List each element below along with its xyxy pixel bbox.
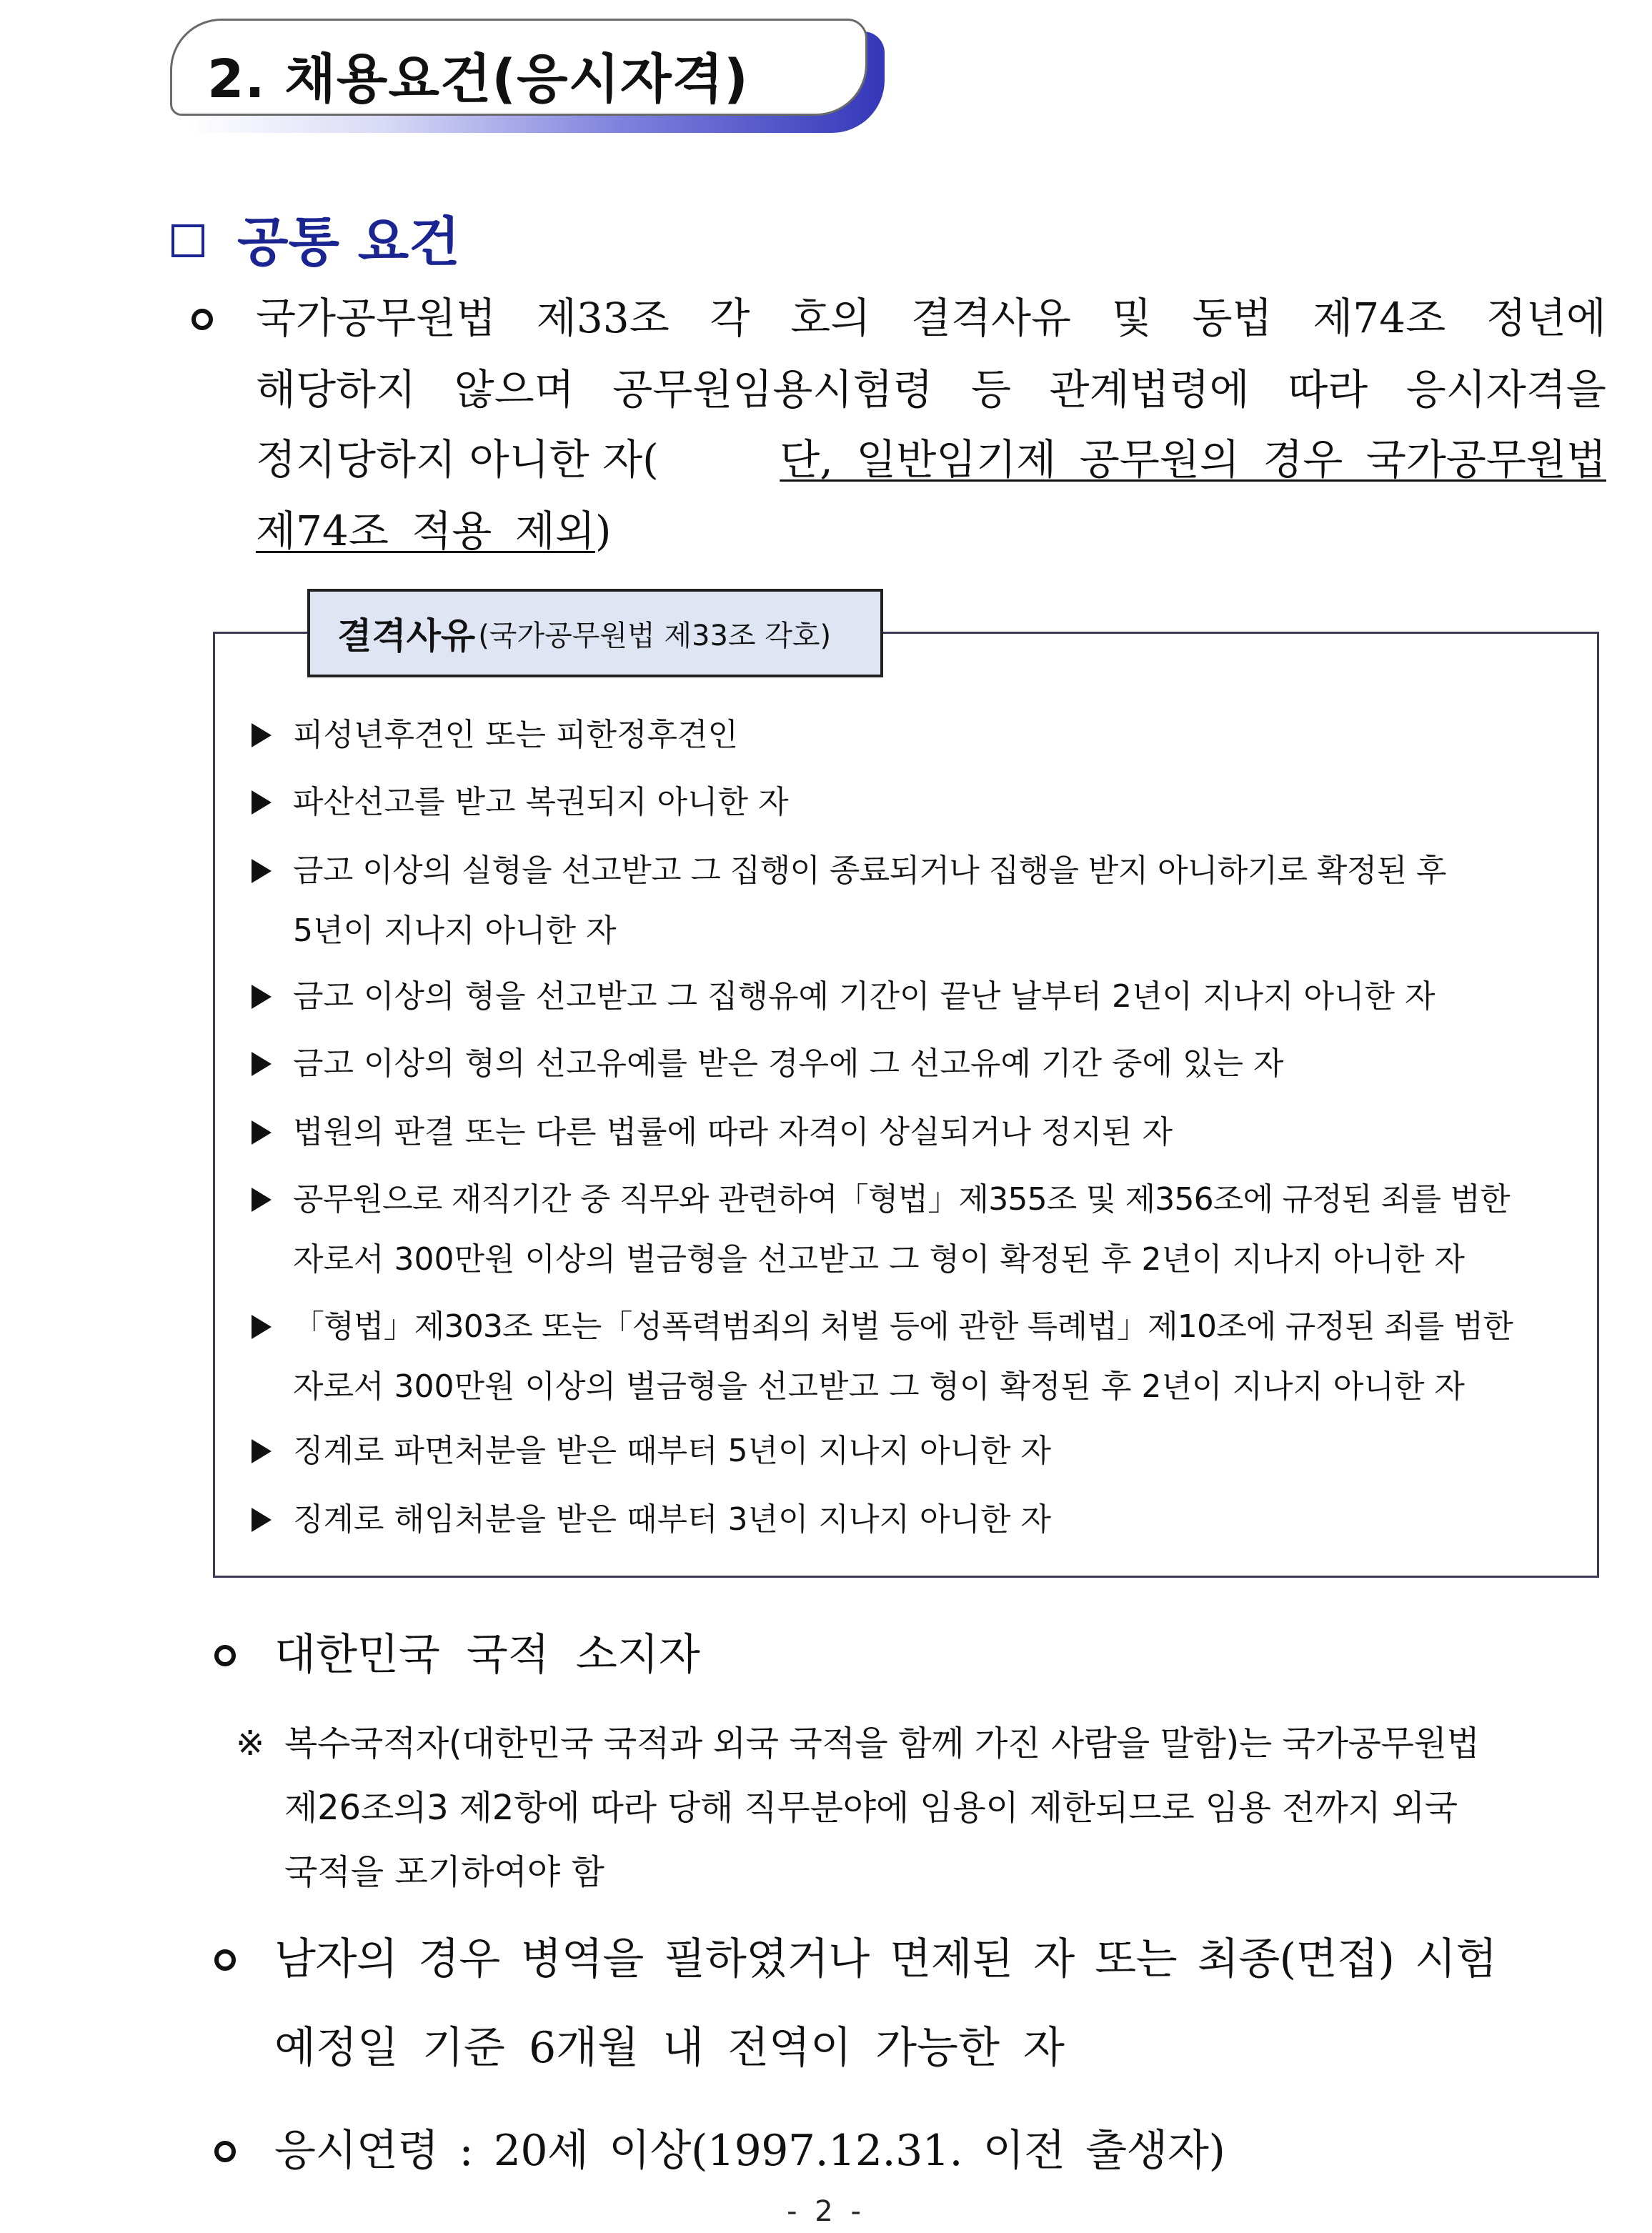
triangle-bullet-icon	[252, 790, 272, 815]
circle-bullet-icon	[214, 2141, 236, 2162]
circle-bullet-icon	[214, 1949, 236, 1971]
triangle-bullet-icon	[252, 985, 272, 1009]
military-requirement-line-1: 남자의 경우 병역을 필하였거나 면제된 자 또는 최종(면접) 시험	[274, 1934, 1497, 1984]
age-requirement: 응시연령 : 20세 이상(1997.12.31. 이전 출생자)	[274, 2126, 1225, 2176]
page-number: - 2 -	[787, 2195, 865, 2228]
exception-underlined-text: 단, 일반임기제 공무원의 경우 국가공무원법	[780, 435, 1606, 484]
triangle-bullet-icon	[252, 1052, 272, 1076]
section-title: 2. 채용요건(응시자격)	[207, 49, 749, 110]
square-bullet-icon	[171, 224, 204, 257]
circle-bullet-icon	[191, 309, 213, 330]
list-item: 「형법」제303조 또는「성폭력범죄의 처벌 등에 관한 특례법」제10조에 규정된 죄를 범한	[293, 1308, 1513, 1345]
circle-bullet-icon	[214, 1645, 236, 1666]
triangle-bullet-icon	[252, 1439, 272, 1463]
list-item-continuation: 자로서 300만원 이상의 벌금형을 선고받고 그 형이 확정된 후 2년이 지나지 아니한 자	[293, 1368, 1465, 1405]
note-line-2: 제26조의3 제2항에 따라 당해 직무분야에 임용이 제한되므로 임용 전까지 외국	[284, 1788, 1458, 1828]
list-item: 징계로 파면처분을 받은 때부터 5년이 지나지 아니한 자	[293, 1433, 1051, 1469]
subsection-title: 공통 요건	[237, 212, 460, 273]
paragraph-line-2: 해당하지 않으며 공무원임용시험령 등 관계법령에 따라 응시자격을	[256, 365, 1606, 414]
list-item: 징계로 해임처분을 받은 때부터 3년이 지나지 아니한 자	[293, 1501, 1051, 1538]
list-item: 법원의 판결 또는 다른 법률에 따라 자격이 상실되거나 정지된 자	[293, 1114, 1173, 1150]
triangle-bullet-icon	[252, 1315, 272, 1339]
triangle-bullet-icon	[252, 859, 272, 883]
paragraph-line-3: 정지당하지 아니한 자( 단, 일반임기제 공무원의 경우 국가공무원법	[256, 435, 1606, 484]
list-item: 금고 이상의 형의 선고유예를 받은 경우에 그 선고유예 기간 중에 있는 자	[293, 1045, 1284, 1082]
triangle-bullet-icon	[252, 1508, 272, 1532]
note-line-1: 복수국적자(대한민국 국적과 외국 국적을 함께 가진 사람을 말함)는 국가공무원법	[284, 1724, 1480, 1764]
triangle-bullet-icon	[252, 1188, 272, 1212]
nationality-requirement: 대한민국 국적 소지자	[274, 1630, 700, 1680]
list-item: 공무원으로 재직기간 중 직무와 관련하여「형법」제355조 및 제356조에 규정된 죄를 범한	[293, 1181, 1510, 1218]
list-item: 금고 이상의 실형을 선고받고 그 집행이 종료되거나 집행을 받지 아니하기로 확정된 후	[293, 852, 1446, 889]
reference-mark: ※	[236, 1724, 265, 1764]
military-requirement-line-2: 예정일 기준 6개월 내 전역이 가능한 자	[274, 2023, 1065, 2073]
triangle-bullet-icon	[252, 1120, 272, 1145]
list-item: 피성년후견인 또는 피한정후견인	[293, 717, 739, 753]
paragraph-line-4: 제74조 적용 제외)	[256, 507, 612, 555]
list-item-continuation: 5년이 지나지 아니한 자	[293, 912, 617, 949]
list-item: 금고 이상의 형을 선고받고 그 집행유예 기간이 끝난 날부터 2년이 지나지 아니한 자	[293, 978, 1435, 1015]
paragraph-line-1: 국가공무원법 제33조 각 호의 결격사유 및 동법 제74조 정년에	[256, 294, 1606, 342]
list-item: 파산선고를 받고 복권되지 아니한 자	[293, 784, 789, 820]
triangle-bullet-icon	[252, 723, 272, 747]
note-line-3: 국적을 포기하여야 함	[284, 1852, 604, 1892]
disqualification-box-label: 결격사유 (국가공무원법 제33조 각호)	[307, 589, 883, 677]
subsection-heading	[171, 200, 460, 276]
list-item-continuation: 자로서 300만원 이상의 벌금형을 선고받고 그 형이 확정된 후 2년이 지나지 아니한 자	[293, 1241, 1465, 1278]
